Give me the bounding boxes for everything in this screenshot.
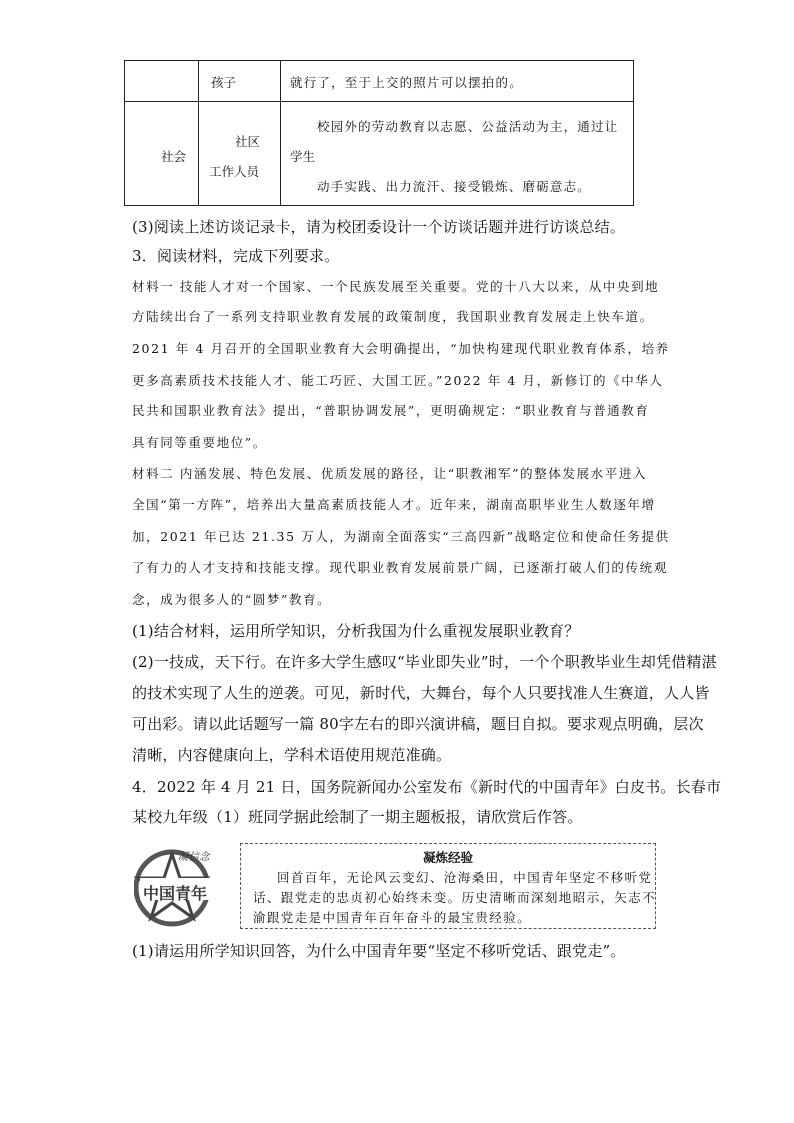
question-heading: 4．2022 年 4 月 21 日，国务院新闻办公室发布《新时代的中国青年》白皮书。长春市 [132,778,722,796]
table-cell: 校园外的劳动教育以志愿、公益活动为主，通过让 [317,119,619,134]
table-cell: 动手实践、出力流汗、接受锻炼、磨砺意志。 [317,179,592,194]
material-text: 2021 年 4 月召开的全国职业教育大会明确提出，“加快构建现代职业教育体系，培养 [132,341,670,356]
material-text: 民共和国职业教育法》提出，“普职协调发展”，更明确规定：“职业教育与普通教育 [132,403,650,418]
question-text: 清晰，内容健康向上，学科术语使用规范准确。 [132,746,452,764]
material-text: 念，成为很多人的“圆梦”教育。 [132,592,332,607]
table-cell: 工作人员 [209,164,260,179]
table-cell: 社区 [235,134,261,149]
table-cell: 就行了，至于上交的照片可以摆拍的。 [290,75,523,90]
board-text: 话、跟党走的忠贞初心始终未变。历史清晰而深刻地昭示，矢志不 [253,890,657,905]
board-panel [240,843,656,929]
china-youth-logo [134,846,242,928]
material-text: 材料一 技能人才对一个国家、一个民族发展至关重要。党的十八大以来，从中央到地 [132,279,660,294]
material-text: 更多高素质技术技能人才、能工巧匠、大国工匠。”2022 年 4 月，新修订的《中华人 [132,373,664,388]
material-text: 方陆续出台了一系列支持职业教育发展的政策制度，我国职业教育发展走上快车道。 [132,309,654,324]
material-text: 加，2021 年已达 21.35 万人，为湖南全面落实“三高四新”战略定位和使命任务提供 [132,529,670,544]
material-text: 了有力的人才支持和技能支撑。现代职业教育发展前景广阔，已逐渐打破人们的传统观 [132,560,668,575]
question-text: 某校九年级（1）班同学据此绘制了一期主题板报，请欣赏后作答。 [132,808,583,826]
question-text: (1)结合材料，运用所学知识，分析我国为什么重视发展职业教育？ [132,622,580,640]
question-text: (3)阅读上述访谈记录卡，请为校团委设计一个访谈话题并进行访谈总结。 [132,218,626,236]
logo-caption: 凝信念 [178,851,210,863]
material-text: 具有同等重要地位”。 [132,435,267,450]
question-text: 的技术实现了人生的逆袭。可见，新时代，大舞台，每个人只要找准人生赛道，人人皆 [132,684,710,702]
logo-title: 中国青年 [143,884,208,903]
table-cell: 学生 [290,149,316,164]
question-heading: 3．阅读材料，完成下列要求。 [132,247,340,265]
board-text: 回首百年，无论风云变幻、沧海桑田，中国青年坚定不移听党 [277,870,653,885]
table-divider [280,61,281,205]
question-text: (1)请运用所学知识回答，为什么中国青年要“坚定不移听党话、跟党走”。 [132,942,626,960]
material-text: 全国“第一方阵”，培养出大量高素质技能人才。近年来，湖南高职毕业生人数逐年增 [132,497,656,512]
table-divider [198,61,199,205]
table-cell: 社会 [161,149,187,164]
question-text: 可出彩。请以此话题写一篇 80字左右的即兴演讲稿，题目自拟。要求观点明确，层次 [132,715,704,733]
interview-record-table [124,60,634,206]
board-text: 渝跟党走是中国青年百年奋斗的最宝贵经验。 [253,910,532,925]
question-text: (2)一技成，天下行。在许多大学生感叹“毕业即失业”时，一个个职教毕业生却凭借精湛 [132,653,717,671]
table-cell: 孩子 [211,75,237,90]
table-divider [125,101,633,102]
material-text: 材料二 内涵发展、特色发展、优质发展的路径，让“职教湘军”的整体发展水平进入 [132,466,648,481]
board-title: 凝炼经验 [422,850,473,865]
